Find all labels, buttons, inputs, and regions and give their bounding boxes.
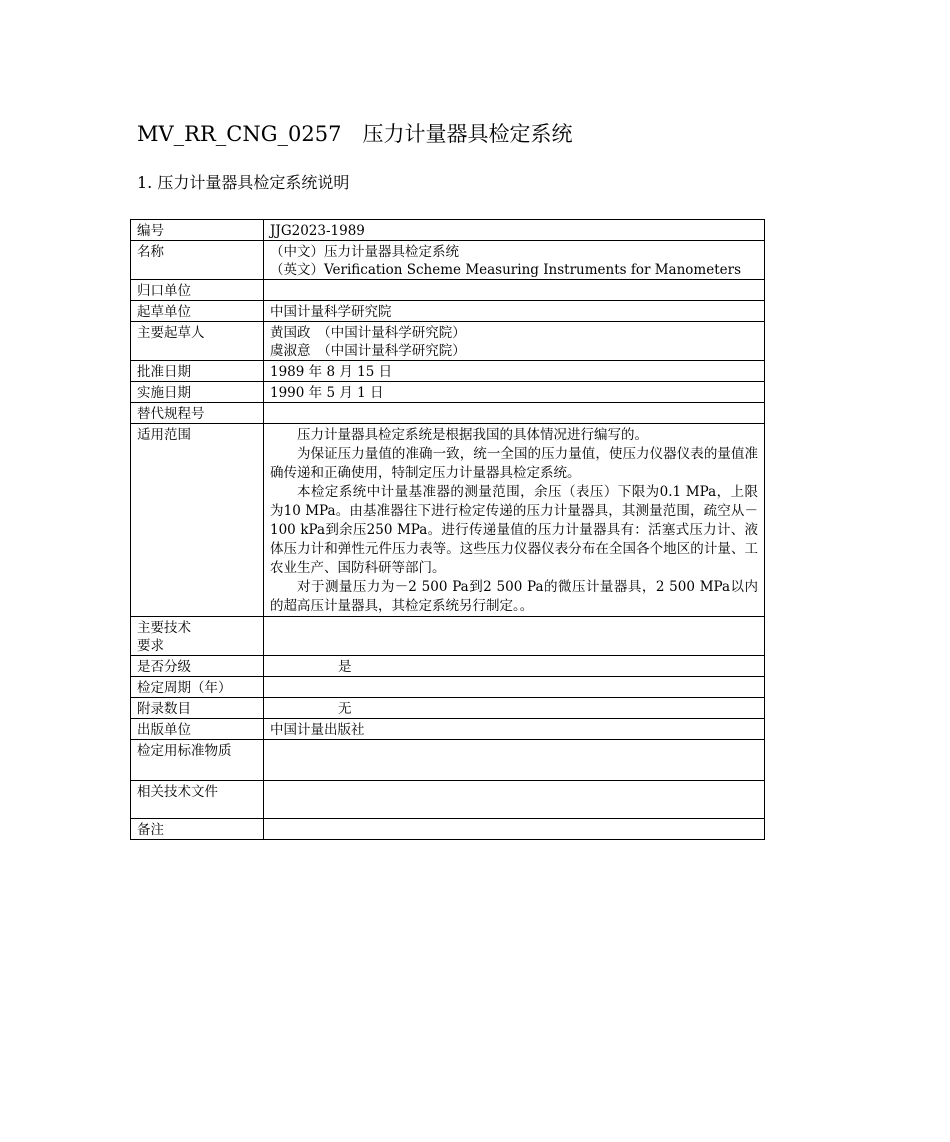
remarks-value bbox=[264, 819, 765, 840]
table-row-approval-date bbox=[131, 361, 765, 382]
remarks-label: 备注 bbox=[131, 819, 264, 840]
main-technical-requirements-label-line1: 主要技术 bbox=[137, 620, 191, 636]
drafter-1: 黄国政 （中国计量科学研究院） bbox=[270, 325, 466, 341]
scope-paragraph-2: 为保证压力量值的准确一致，统一全国的压力量值，使压力仪器仪表的量值准确传递和正确使用，特制定压力计量器具检定系统。 bbox=[270, 446, 758, 481]
table-row-remarks bbox=[131, 819, 765, 840]
table-row-reference-material bbox=[131, 740, 765, 781]
table-row-main-drafters bbox=[131, 322, 765, 361]
table-row-scope bbox=[131, 424, 765, 617]
approval-date-value: 1989 年 8 月 15 日 bbox=[264, 361, 765, 382]
page-title: MV_RR_CNG_0257 压力计量器具检定系统 bbox=[137, 122, 573, 146]
responsible-unit-value bbox=[264, 280, 765, 301]
table-row-responsible-unit bbox=[131, 280, 765, 301]
table-row-main-technical-requirements bbox=[131, 617, 765, 656]
implementation-date-label: 实施日期 bbox=[131, 382, 264, 403]
specification-table bbox=[130, 219, 765, 840]
table-row-replaced-regulation bbox=[131, 403, 765, 424]
reference-material-label: 检定用标准物质 bbox=[131, 740, 264, 781]
publisher-label: 出版单位 bbox=[131, 719, 264, 740]
code-value: JJG2023-1989 bbox=[264, 220, 765, 241]
appendix-count-value: 无 bbox=[264, 698, 765, 719]
scope-value bbox=[264, 424, 765, 617]
main-drafters-value bbox=[264, 322, 765, 361]
table-row-code bbox=[131, 220, 765, 241]
graded-value: 是 bbox=[264, 656, 765, 677]
replaced-regulation-label: 替代规程号 bbox=[131, 403, 264, 424]
scope-paragraph-4: 对于测量压力为－2 500 Pa到2 500 Pa的微压计量器具，2 500 MPa以内的超高压计量器具，其检定系统另行制定。。 bbox=[270, 579, 758, 614]
code-label: 编号 bbox=[131, 220, 264, 241]
drafting-unit-value: 中国计量科学研究院 bbox=[264, 301, 765, 322]
related-documents-label: 相关技术文件 bbox=[131, 781, 264, 819]
table-row-graded bbox=[131, 656, 765, 677]
verification-period-label: 检定周期（年） bbox=[131, 677, 264, 698]
table-row-verification-period bbox=[131, 677, 765, 698]
main-technical-requirements-value bbox=[264, 617, 765, 656]
table-row-name bbox=[131, 241, 765, 280]
name-chinese: （中文）压力计量器具检定系统 bbox=[270, 244, 459, 260]
table-row-appendix-count bbox=[131, 698, 765, 719]
table-row-implementation-date bbox=[131, 382, 765, 403]
scope-paragraph-1: 压力计量器具检定系统是根据我国的具体情况进行编写的。 bbox=[297, 427, 648, 443]
approval-date-label: 批准日期 bbox=[131, 361, 264, 382]
name-value bbox=[264, 241, 765, 280]
table-row-publisher bbox=[131, 719, 765, 740]
section-heading: 1. 压力计量器具检定系统说明 bbox=[137, 173, 350, 192]
reference-material-value bbox=[264, 740, 765, 781]
name-english: （英文）Verification Scheme Measuring Instruments for Manometers bbox=[270, 262, 742, 278]
main-technical-requirements-label bbox=[131, 617, 264, 656]
name-label: 名称 bbox=[131, 241, 264, 280]
responsible-unit-label: 归口单位 bbox=[131, 280, 264, 301]
table-row-related-documents bbox=[131, 781, 765, 819]
replaced-regulation-value bbox=[264, 403, 765, 424]
appendix-count-label: 附录数目 bbox=[131, 698, 264, 719]
main-drafters-label: 主要起草人 bbox=[131, 322, 264, 361]
publisher-value: 中国计量出版社 bbox=[264, 719, 765, 740]
verification-period-value bbox=[264, 677, 765, 698]
main-technical-requirements-label-line2: 要求 bbox=[137, 638, 164, 654]
drafter-2: 虞淑意 （中国计量科学研究院） bbox=[270, 343, 466, 359]
implementation-date-value: 1990 年 5 月 1 日 bbox=[264, 382, 765, 403]
table-row-drafting-unit bbox=[131, 301, 765, 322]
related-documents-value bbox=[264, 781, 765, 819]
scope-label: 适用范围 bbox=[131, 424, 264, 617]
drafting-unit-label: 起草单位 bbox=[131, 301, 264, 322]
graded-label: 是否分级 bbox=[131, 656, 264, 677]
scope-paragraph-3: 本检定系统中计量基准器的测量范围，余压（表压）下限为0.1 MPa，上限为10 MPa。由基准器往下进行检定传递的压力计量器具，其测量范围，疏空从－100 kPa到余压250 MPa。进行传递量值的压力计量器具有：活塞式压力计、液体压力计和弹性元件压力表等。这些压力仪器仪表分布在全国各个地区的计量、工农业生产、国防科研等部门。 bbox=[270, 484, 758, 576]
